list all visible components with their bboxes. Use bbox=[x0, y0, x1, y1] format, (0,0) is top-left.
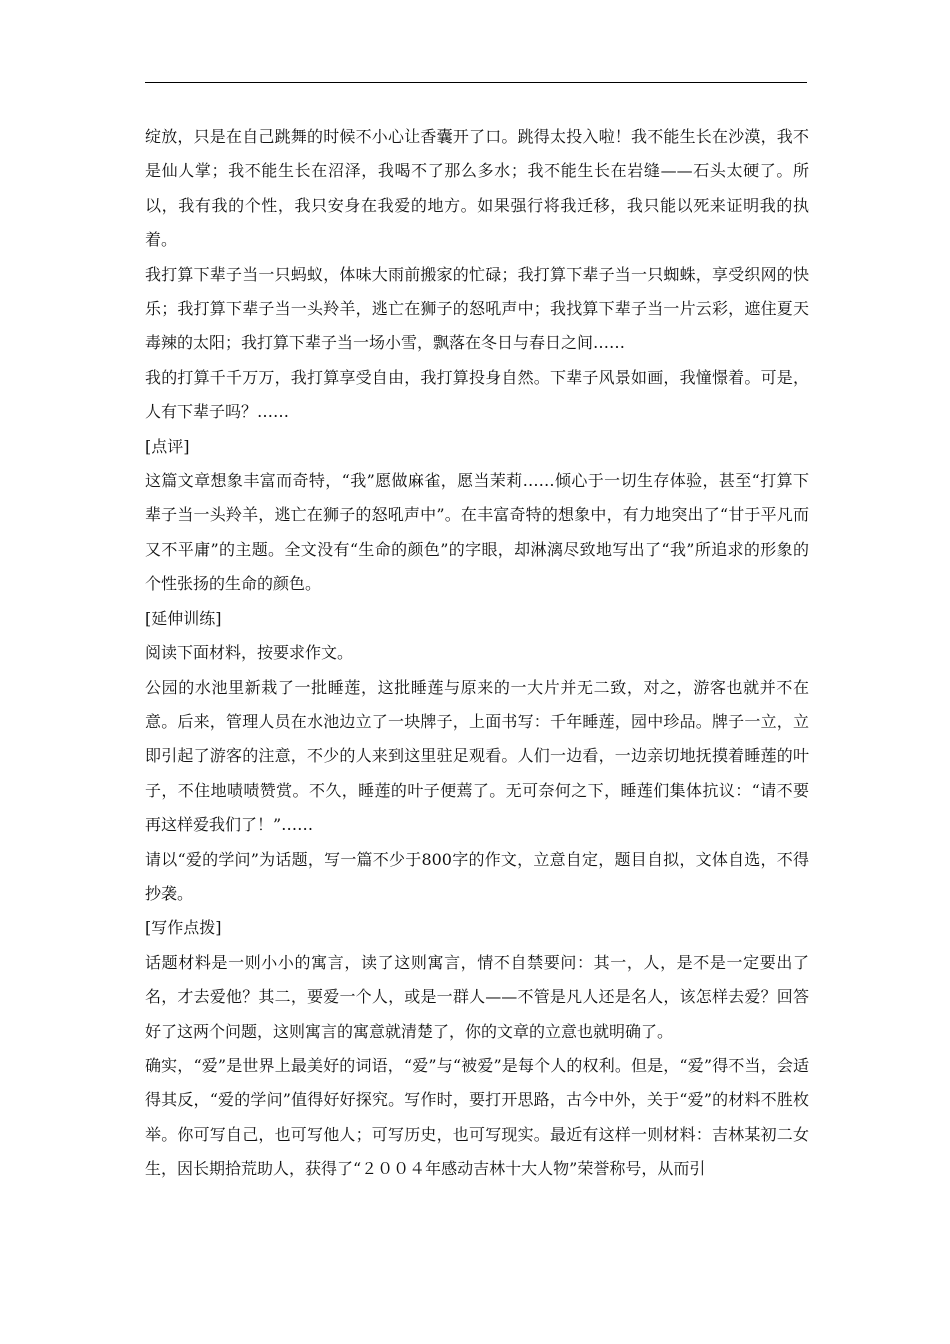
header-rule bbox=[145, 82, 807, 83]
paragraph: 绽放，只是在自己跳舞的时候不小心让香囊开了口。跳得太投入啦！我不能生长在沙漠，我不是仙人掌；我不能生长在沼泽，我喝不了那么多水；我不能生长在岩缝——石头太硬了。所以，我有我的个性，我只安身在我爱的地方。如果强行将我迁移，我只能以死来证明我的执着。 bbox=[145, 127, 809, 250]
document-body bbox=[145, 120, 809, 1187]
paragraph: 这篇文章想象丰富而奇特，“我”愿做麻雀，愿当茉莉……倾心于一切生存体验，甚至“打算下辈子当一头羚羊，逃亡在狮子的怒吼声中”。在丰富奇特的想象中，有力地突出了“甘于平凡而又不平庸”的主题。全文没有“生命的颜色”的字眼，却淋漓尽致地写出了“我”所追求的形象的个性张扬的生命的颜色。 bbox=[145, 471, 809, 594]
paragraph: 话题材料是一则小小的寓言，读了这则寓言，情不自禁要问：其一，人，是不是一定要出了名，才去爱他？其二，要爱一个人，或是一群人——不管是凡人还是名人，该怎样去爱？回答好了这两个问题，这则寓言的寓意就清楚了，你的文章的立意也就明确了。 bbox=[145, 952, 809, 1041]
paragraph: 我的打算千千万万，我打算享受自由，我打算投身自然。下辈子风景如画，我憧憬着。可是，人有下辈子吗？…… bbox=[145, 367, 809, 422]
section-label-extension-training: [延伸训练] bbox=[145, 608, 222, 628]
paragraph: 公园的水池里新栽了一批睡莲，这批睡莲与原来的一大片并无二致，对之，游客也就并不在意。后来，管理人员在水池边立了一块牌子，上面书写：千年睡莲，园中珍品。牌子一立，立即引起了游客的注意，不少的人来到这里驻足观看。人们一边看，一边亲切地抚摸着睡莲的叶子，不住地啧啧赞赏。不久，睡莲的叶子便蔫了。无可奈何之下，睡莲们集体抗议：“请不要再这样爱我们了！”…… bbox=[145, 677, 809, 835]
paragraph: 阅读下面材料，按要求作文。 bbox=[145, 643, 354, 663]
section-label-writing-tips: [写作点拨] bbox=[145, 918, 222, 938]
section-label-commentary: [点评] bbox=[145, 436, 190, 456]
paragraph: 请以“爱的学问”为话题，写一篇不少于800字的作文，立意自定，题目自拟，文体自选，不得抄袭。 bbox=[145, 849, 809, 903]
paragraph: 我打算下辈子当一只蚂蚁，体味大雨前搬家的忙碌；我打算下辈子当一只蜘蛛，享受织网的快乐；我打算下辈子当一头羚羊，逃亡在狮子的怒吼声中；我找算下辈子当一片云彩，遮住夏天毒辣的太阳；我打算下辈子当一场小雪，飘落在冬日与春日之间…… bbox=[145, 264, 809, 353]
paragraph: 确实，“爱”是世界上最美好的词语，“爱”与“被爱”是每个人的权利。但是，“爱”得不当，会适得其反，“爱的学问”值得好好探究。写作时，要打开思路，古今中外，关于“爱”的材料不胜枚举。你可写自己，也可写他人；可写历史，也可写现实。最近有这样一则材料：吉林某初二女生，因长期拾荒助人，获得了“２００４年感动吉林十大人物”荣誉称号，从而引 bbox=[145, 1055, 809, 1179]
